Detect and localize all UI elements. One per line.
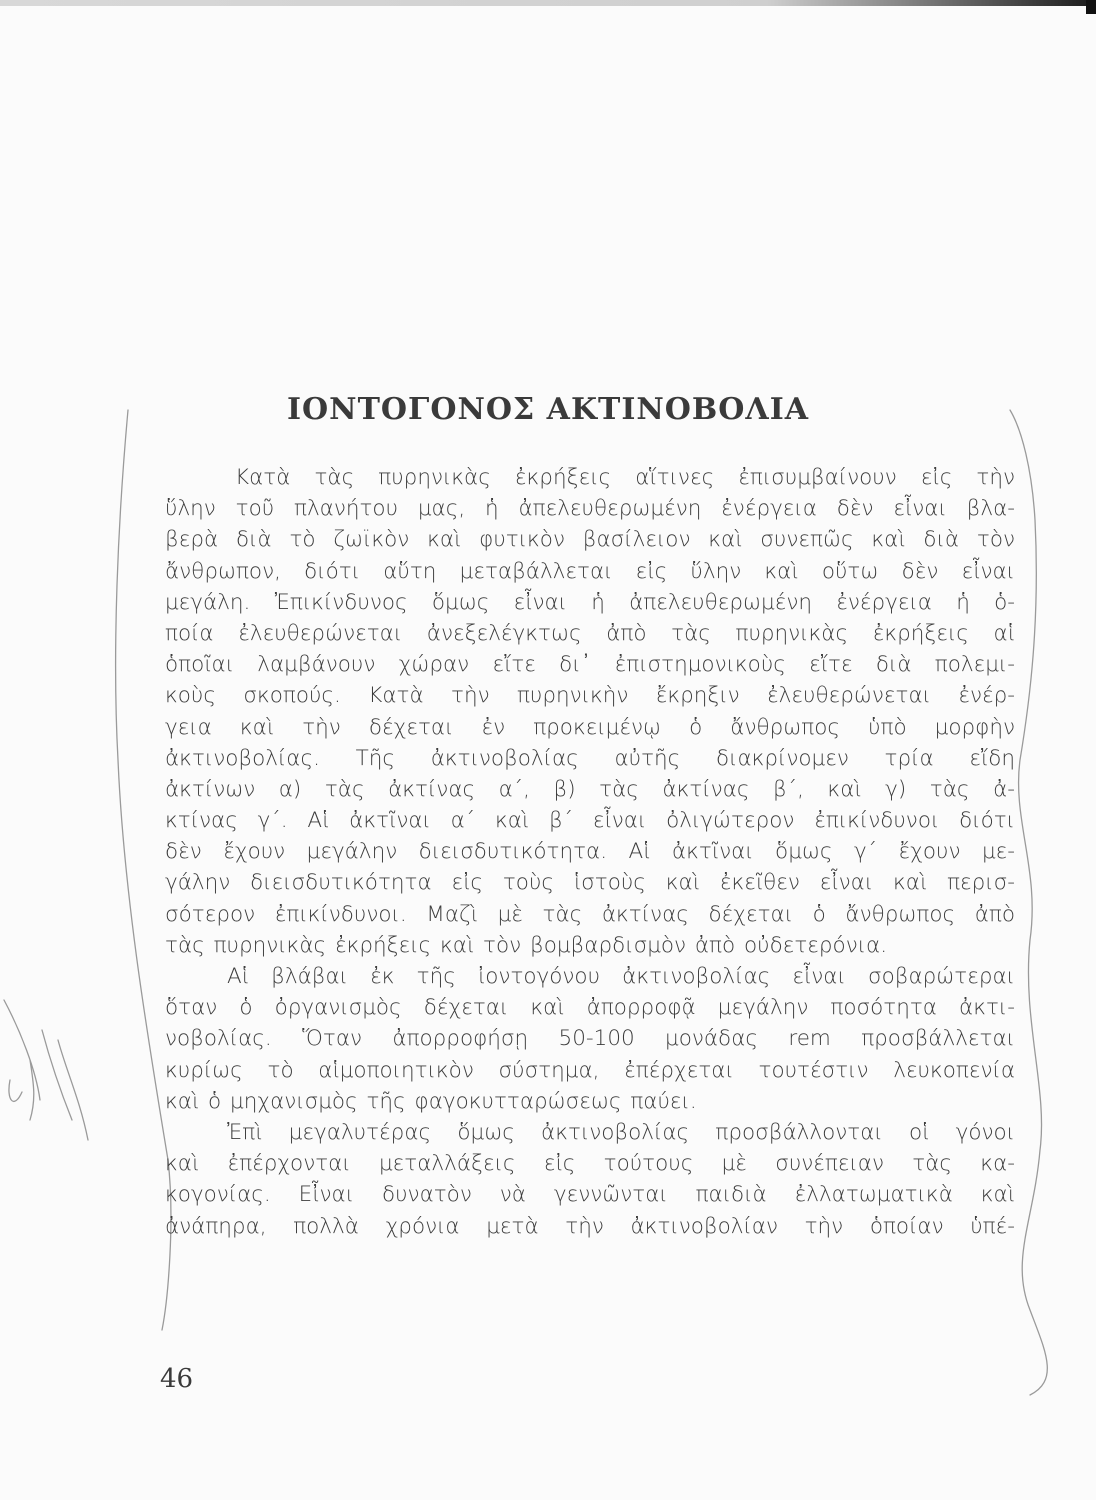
right-bracket-mark xyxy=(1010,410,1047,1395)
body-text xyxy=(165,462,1015,1242)
text-line: Ἐπὶ μεγαλυτέρας ὅμως ἀκτινοβολίας προσβάλλονται οἱ γόνοι xyxy=(227,1119,1015,1145)
text-line: ἀνάπηρα, πολλὰ χρόνια μετὰ τὴν ἀκτινοβολίαν τὴν ὁποίαν ὑπέ- xyxy=(165,1213,1015,1239)
text-line: δὲν ἔχουν μεγάλην διεισδυτικότητα. Αἱ ἀκτῖναι ὅμως γ΄ ἔχουν με- xyxy=(165,839,1015,865)
left-bracket-mark xyxy=(116,410,171,1330)
text-line: γάλην διεισδυτικότητα εἰς τοὺς ἱστοὺς καὶ ἐκεῖθεν εἶναι καὶ περισ- xyxy=(165,870,1015,896)
text-line: γεια καὶ τὴν δέχεται ἐν προκειμένῳ ὁ ἄνθρωπος ὑπὸ μορφὴν xyxy=(165,714,1015,740)
text-line: ἀκτινοβολίας. Τῆς ἀκτινοβολίας αὐτῆς διακρίνομεν τρία εἴδη xyxy=(165,745,1015,771)
text-line: κοὺς σκοπούς. Κατὰ τὴν πυρηνικὴν ἔκρηξιν ἐλευθερώνεται ἐνέρ- xyxy=(165,683,1015,709)
text-line: κυρίως τὸ αἱμοποιητικὸν σύστημα, ἐπέρχεται τουτέστιν λευκοπενία xyxy=(165,1057,1015,1083)
text-line: βερὰ διὰ τὸ ζωϊκὸν καὶ φυτικὸν βασίλειον καὶ συνεπῶς καὶ διὰ τὸν xyxy=(165,527,1015,553)
scan-corner-shadow xyxy=(1086,0,1096,14)
text-line: ποία ἐλευθερώνεται ἀνεξελέγκτως ἀπὸ τὰς πυρηνικὰς ἐκρήξεις αἱ xyxy=(165,620,1015,646)
text-line: καὶ ὁ μηχανισμὸς τῆς φαγοκυτταρώσεως παύει. xyxy=(165,1088,697,1114)
text-line: ὅταν ὁ ὀργανισμὸς δέχεται καὶ ἀπορροφᾷ μεγάλην ποσότητα ἀκτι- xyxy=(165,995,1015,1021)
text-line: μεγάλη. Ἐπικίνδυνος ὅμως εἶναι ἡ ἀπελευθερωμένη ἐνέργεια ἡ ὁ- xyxy=(165,589,1015,615)
scan-top-edge xyxy=(0,0,1096,6)
text-line: τὰς πυρηνικὰς ἐκρήξεις καὶ τὸν βομβαρδισμὸν ἀπὸ οὐδετερόνια. xyxy=(165,932,888,958)
page-title: ΙΟΝΤΟΓΟΝΟΣ ΑΚΤΙΝΟΒΟΛΙΑ xyxy=(286,392,810,427)
text-line: νοβολίας. Ὅταν ἀπορροφήσῃ 50-100 μονάδας rem προσβάλλεται xyxy=(165,1026,1015,1052)
text-line: ὁποῖαι λαμβάνουν χώραν εἴτε δι᾽ ἐπιστημονικοὺς εἴτε διὰ πολεμι- xyxy=(165,652,1015,678)
text-line: Αἱ βλάβαι ἐκ τῆς ἰοντογόνου ἀκτινοβολίας εἶναι σοβαρώτεραι xyxy=(227,964,1015,989)
text-line: ἄνθρωπον, διότι αὕτη μεταβάλλεται εἰς ὕλην καὶ οὕτω δὲν εἶναι xyxy=(165,558,1015,584)
text-line: κογονίας. Εἶναι δυνατὸν νὰ γεννῶνται παιδιὰ ἐλλατωματικὰ καὶ xyxy=(165,1182,1015,1208)
text-line: κτίνας γ΄. Αἱ ἀκτῖναι α΄ καὶ β΄ εἶναι ὀλιγώτερον ἐπικίνδυνοι διότι xyxy=(165,808,1015,834)
text-line: Κατὰ τὰς πυρηνικὰς ἐκρήξεις αἵτινες ἐπισυμβαίνουν εἰς τὴν xyxy=(235,465,1015,490)
text-line: ἀκτίνων α) τὰς ἀκτίνας α΄, β) τὰς ἀκτίνας β΄, καὶ γ) τὰς ἀ- xyxy=(165,776,1015,802)
text-line: καὶ ἐπέρχονται μεταλλάξεις εἰς τούτους μὲ συνέπειαν τὰς κα- xyxy=(165,1151,1015,1177)
text-line: ὕλην τοῦ πλανήτου μας, ἡ ἀπελευθερωμένη ἐνέργεια δὲν εἶναι βλα- xyxy=(165,496,1015,522)
margin-scribble-mark xyxy=(4,1000,88,1140)
text-line: σότερον ἐπικίνδυνοι. Μαζὶ μὲ τὰς ἀκτίνας δέχεται ὁ ἄνθρωπος ἀπὸ xyxy=(165,901,1015,927)
page-number: 46 xyxy=(160,1364,194,1394)
